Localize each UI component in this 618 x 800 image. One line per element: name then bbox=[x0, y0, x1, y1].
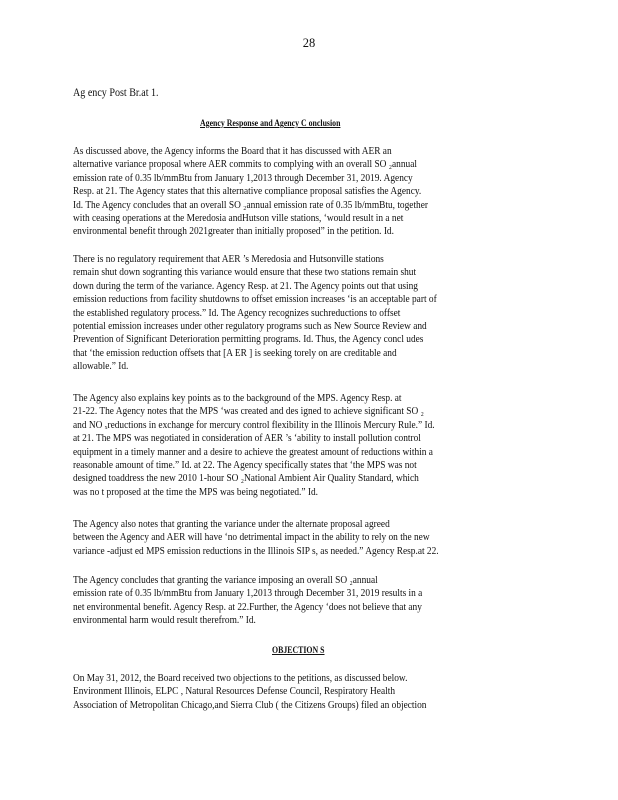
paragraph-line: Prevention of Significant Deterioration permitting programs. Id. Thus, the Agency concl udes bbox=[73, 333, 424, 346]
paragraph-line: net environmental benefit. Agency Resp. at 22.Further, the Agency ‘does not believe that any bbox=[73, 600, 422, 613]
paragraph-line: emission rate of 0.35 lb/mmBtu from January 1,2013 through December 31, 2019. Agency bbox=[73, 171, 413, 184]
paragraph-line: 21-22. The Agency notes that the MPS ‘was created and des igned to achieve significant SO ₂ bbox=[73, 405, 424, 418]
paragraph-line: equipment in a timely manner and a desire to achieve the greatest amount of reductions within a bbox=[73, 445, 433, 458]
paragraph-line: variance -adjust ed MPS emission reductions in the Illinois SIP s, as needed.” Agency Resp.at 22. bbox=[73, 544, 439, 557]
paragraph-line: emission reductions from facility shutdowns to offset emission increases ‘is an acceptable part of bbox=[73, 293, 437, 306]
paragraph-line: that ‘the emission reduction offsets that [A ER ] is seeking torely on are creditable and bbox=[73, 346, 397, 359]
paragraph-line: The Agency also notes that granting the variance under the alternate proposal agreed bbox=[73, 518, 390, 530]
paragraph-line: On May 31, 2012, the Board received two objections to the petitions, as discussed below. bbox=[73, 672, 408, 684]
page-number: 28 bbox=[302, 36, 316, 50]
paragraph-line: The Agency concludes that granting the variance imposing an overall SO ₂annual bbox=[73, 574, 378, 586]
paragraph-line: the established regulatory process.” Id. The Agency recognizes suchreductions to offset bbox=[73, 306, 401, 319]
paragraph-line: reasonable amount of time.” Id. at 22. The Agency specifically states that ‘the MPS was not bbox=[73, 459, 417, 471]
paragraph-line: Id. The Agency concludes that an overall SO ₂annual emission rate of 0.35 lb/mmBtu, together bbox=[73, 198, 429, 211]
paragraph-line: As discussed above, the Agency informs the Board that it has discussed with AER an bbox=[73, 145, 392, 157]
paragraph-line: allowable.” Id. bbox=[73, 360, 129, 373]
paragraph-line: at 21. The MPS was negotiated in consideration of AER ’s ‘ability to install pollution control bbox=[73, 432, 421, 445]
paragraph-line: potential emission increases under other regulatory programs such as New Source Review and bbox=[73, 320, 427, 332]
paragraph-line: designed toaddress the new 2010 1-hour SO ₂National Ambient Air Quality Standard, which bbox=[73, 472, 419, 485]
paragraph-line: alternative variance proposal where AER commits to complying with an overall SO ₂annual bbox=[73, 158, 417, 171]
paragraph-line: Association of Metropolitan Chicago,and Sierra Club ( the Citizens Groups) filed an objection bbox=[73, 698, 427, 711]
paragraph-line: environmental benefit through 2021greater than initially proposed” in the petition. Id. bbox=[73, 225, 394, 238]
signature-line: Ag ency Post Br.at 1. bbox=[73, 87, 159, 99]
paragraph-line: The Agency also explains key points as to the background of the MPS. Agency Resp. at bbox=[73, 392, 402, 404]
section-heading-agency-response: Agency Response and Agency C onclusion bbox=[200, 118, 341, 129]
section-heading-objections: OBJECTION S bbox=[272, 645, 325, 656]
paragraph-line: between the Agency and AER will have ‘no detrimental impact in the ability to rely on the new bbox=[73, 531, 430, 544]
paragraph-line: emission rate of 0.35 lb/mmBtu from January 1,2013 through December 31, 2019 results in a bbox=[73, 587, 423, 600]
paragraph-line: was no t proposed at the time the MPS was being negotiated.” Id. bbox=[73, 485, 319, 498]
paragraph-line: with ceasing operations at the Meredosia andHutson ville stations, ‘would result in a net bbox=[73, 212, 404, 224]
paragraph-line: down during the term of the variance. Agency Resp. at 21. The Agency points out that using bbox=[73, 279, 418, 292]
paragraph-line: remain shut down sogranting this variance would ensure that these two stations remain shut bbox=[73, 266, 417, 279]
paragraph-line: Environment Illinois, ELPC , Natural Resources Defense Council, Respiratory Health bbox=[73, 685, 396, 698]
paragraph-line: There is no regulatory requirement that AER ’s Meredosia and Hutsonville stations bbox=[73, 253, 384, 265]
paragraph-line: and NO ₓreductions in exchange for mercury control flexibility in the Illinois Mercury Rule.” Id. bbox=[73, 418, 435, 431]
paragraph-line: Resp. at 21. The Agency states that this alternative compliance proposal satisfies the Agency. bbox=[73, 185, 422, 198]
paragraph-line: environmental harm would result therefrom.” Id. bbox=[73, 614, 256, 627]
